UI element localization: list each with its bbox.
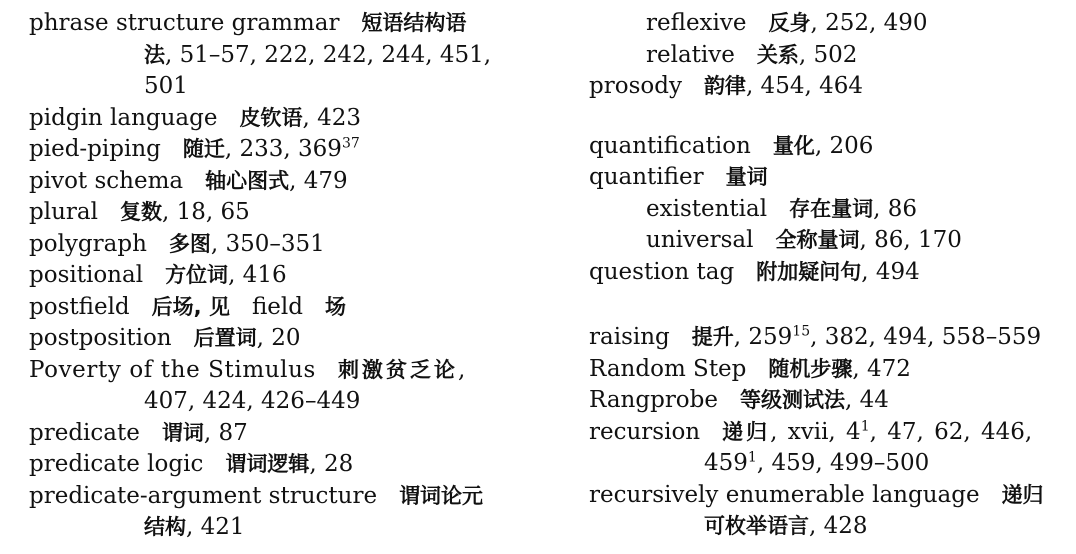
index-entry: [589, 162, 1059, 194]
chinese-translation: 提升: [691, 325, 734, 349]
chinese-translation: 谓词逻辑: [225, 452, 310, 476]
index-entry: [29, 229, 499, 261]
index-term: quantification: [589, 132, 751, 159]
page-references: , 252, 490: [810, 10, 928, 36]
chinese-translation: 短语结构语: [361, 11, 467, 35]
index-entry: [29, 449, 499, 481]
chinese-translation: 递归: [1001, 482, 1044, 507]
index-entry: [29, 260, 499, 292]
chinese-translation: 反身: [768, 11, 811, 35]
index-term: phrase structure grammar: [29, 10, 340, 36]
page-references: , 28: [309, 451, 354, 477]
chinese-translation: 存在量词: [789, 196, 874, 221]
index-entry-continuation: [589, 448, 1059, 480]
index-entry: [29, 166, 499, 198]
index-term: pidgin language: [29, 104, 218, 131]
index-term: postfield: [29, 293, 130, 320]
index-entry: [29, 134, 499, 166]
index-term: raising: [589, 324, 670, 350]
chinese-translation: 韵律: [703, 74, 746, 98]
chinese-translation: 后置词: [193, 326, 257, 350]
page-references: , 51–57, 222, 242, 244, 451,: [165, 41, 492, 68]
index-entry: [589, 257, 1059, 289]
index-subentry: [589, 194, 1059, 226]
index-subterm: existential: [646, 195, 768, 222]
chinese-translation: 随迁: [182, 137, 225, 161]
index-entry: [29, 418, 499, 450]
see-reference-term: field: [251, 293, 303, 320]
index-entry: [29, 292, 499, 324]
index-term: question tag: [589, 258, 735, 285]
index-term: predicate logic: [29, 451, 204, 477]
index-entry: [29, 197, 499, 229]
page-references: , 494: [861, 258, 920, 285]
index-term: plural: [29, 199, 98, 225]
chinese-translation: 刺激贫乏论: [337, 357, 458, 382]
page-references: , 416: [228, 262, 287, 288]
page-references: , 502: [798, 41, 858, 68]
page-references: , 454, 464: [745, 73, 863, 99]
index-term: Rangprobe: [589, 387, 718, 413]
page-references: , 479: [289, 167, 348, 194]
index-term: prosody: [589, 73, 682, 99]
index-term: quantifier: [589, 164, 704, 190]
page-references: , 423: [302, 104, 362, 131]
chinese-translation: 方位词: [165, 263, 229, 287]
index-entry: [29, 8, 499, 40]
index-term: postposition: [29, 325, 172, 351]
footnote-superscript: 1: [860, 417, 870, 434]
index-entry: [589, 417, 1059, 449]
index-entry: [589, 322, 1059, 354]
chinese-translation: 随机步骤: [768, 356, 853, 381]
index-column-left: [29, 8, 499, 544]
index-term: polygraph: [29, 230, 147, 257]
page-references: , xvii, 4: [770, 418, 861, 445]
index-entry: [589, 354, 1059, 386]
chinese-translation: 后场, 见: [151, 294, 230, 319]
letter-group-spacer: [589, 288, 1059, 322]
page-references: , 233, 369: [224, 136, 342, 162]
page-references: , 428: [809, 513, 868, 539]
see-reference-chinese: 场: [324, 294, 346, 319]
chinese-translation: 结构: [144, 515, 186, 539]
page-references: , 459, 499–500: [756, 450, 930, 476]
chinese-translation: 递归: [722, 419, 771, 444]
index-term: pied-piping: [29, 136, 161, 162]
footnote-superscript: 15: [792, 323, 811, 340]
chinese-translation: 谓词论元: [399, 483, 484, 508]
index-subterm: universal: [646, 227, 754, 253]
page-references: , 472: [852, 355, 911, 382]
chinese-translation: 等级测试法: [740, 388, 845, 412]
page-references: 459: [704, 450, 748, 476]
letter-group-spacer: [589, 103, 1059, 131]
chinese-translation: 可枚举语言: [704, 514, 809, 538]
page-references: , 87: [203, 419, 248, 446]
chinese-translation: 量词: [725, 165, 768, 189]
chinese-translation: 量化: [772, 133, 815, 158]
chinese-translation: 附加疑问句: [756, 259, 862, 284]
index-entry: [29, 323, 499, 355]
chinese-translation: 谓词: [161, 420, 204, 445]
index-entry: [589, 385, 1059, 417]
page-references: 501: [144, 73, 188, 99]
index-term: pivot schema: [29, 167, 184, 194]
index-entry-continuation: [29, 512, 499, 544]
page-references: , 47, 62, 446,: [869, 418, 1033, 445]
index-term: predicate-argument structure: [29, 482, 378, 509]
index-entry: [29, 103, 499, 135]
chinese-translation: 法: [144, 42, 165, 67]
index-subterm: reflexive: [646, 10, 747, 36]
chinese-translation: 轴心图式: [205, 168, 290, 193]
index-term: Random Step: [589, 355, 747, 382]
index-entry-continuation: [29, 386, 499, 418]
page-references: , 421: [186, 514, 245, 540]
index-entry: [589, 71, 1059, 103]
index-entry-continuation: [29, 40, 499, 72]
chinese-translation: 关系: [756, 42, 799, 67]
index-subterm: relative: [646, 41, 735, 68]
index-entry-continuation: [29, 71, 499, 103]
index-column-right: [589, 8, 1059, 543]
page-references: , 350–351: [210, 230, 325, 257]
page-references: , 20: [256, 325, 301, 351]
index-term: predicate: [29, 419, 140, 446]
index-term: Poverty of the Stimulus: [29, 356, 316, 383]
index-term: recursion: [589, 418, 701, 445]
chinese-translation: 多图: [168, 231, 211, 256]
page-references: , 86: [873, 195, 917, 222]
index-entry: [589, 480, 1059, 512]
index-term: positional: [29, 262, 144, 288]
page-references: , 18, 65: [161, 199, 250, 225]
chinese-translation: 全称量词: [775, 228, 860, 252]
page-references: , 86, 170: [859, 227, 962, 253]
index-term: recursively enumerable language: [589, 481, 980, 508]
index-entry-continuation: [589, 511, 1059, 543]
index-entry: [589, 131, 1059, 163]
chinese-translation: 皮钦语: [239, 105, 303, 130]
index-subentry: [589, 225, 1059, 257]
index-subentry: [589, 40, 1059, 72]
page-references: , 206: [814, 132, 874, 159]
footnote-superscript: 37: [341, 135, 360, 152]
page-references: 407, 424, 426–449: [144, 388, 361, 414]
index-subentry: [589, 8, 1059, 40]
page-references: , 259: [733, 324, 793, 350]
footnote-superscript: 1: [747, 449, 757, 466]
chinese-translation: 复数: [119, 200, 162, 224]
index-entry: [29, 481, 499, 513]
page-references: ,: [457, 356, 466, 383]
index-entry: [29, 355, 499, 387]
page-references: , 382, 494, 558–559: [810, 324, 1042, 350]
page-references: , 44: [845, 387, 889, 413]
